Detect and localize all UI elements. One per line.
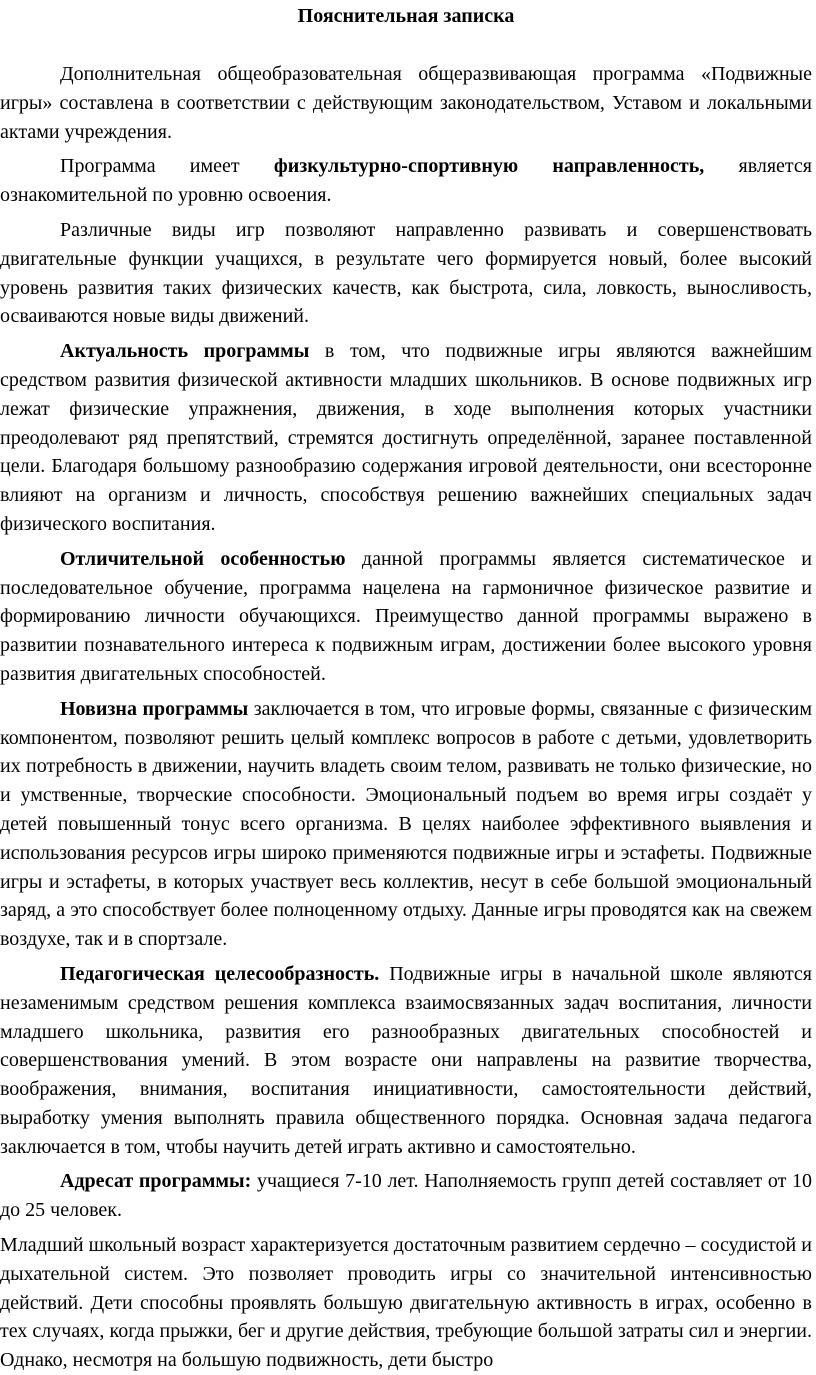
paragraph-relevance-text: в том, что подвижные игры являются важнейшим средством развития физической активности младших школьников. В основе подвижных игр лежат физические упражнения, движения, в ходе выполнения которых участники преодолевают ряд препятствий, стремятся достигнуть определённой, заранее поставленной цели. Благодаря большому разнообразию содержания игровой деятельности, они всесторонне влияют на организм и личность, способствуя решению важнейших специальных задач физического воспитания.	[0, 340, 813, 535]
paragraph-novelty-bold: Новизна программы	[60, 697, 249, 720]
paragraph-distinctive	[0, 545, 812, 689]
paragraph-intro-text: Дополнительная общеобразовательная общеразвивающая программа «Подвижные игры» составлена в соответствии с действующим законодательством, Уставом и локальными актами учреждения.	[0, 63, 812, 143]
paragraph-games-text: Различные виды игр позволяют направленно развивать и совершенствовать двигательные функции учащихся, в результате чего формируется новый, более высокий уровень развития таких физических качеств, как быстрота, сила, ловкость, выносливость, осваиваются новые виды движений.	[0, 218, 812, 328]
paragraph-audience	[0, 1167, 812, 1225]
paragraph-relevance	[0, 337, 812, 539]
paragraph-direction-text: является ознакомительной по уровню освоения.	[0, 155, 812, 207]
paragraph-age-characteristics	[0, 1231, 812, 1375]
paragraph-pedagogical-text: Подвижные игры в начальной школе являются незаменимым средством решения комплекса взаимосвязанных задач воспитания, личности младшего школьника, развития его разнообразных двигательных способностей и совершенствования умений. В этом возрасте они направлены на развитие творчества, воображения, внимания, воспитания инициативности, самостоятельности действий, выработку умения выполнять правила общественного порядка. Основная задача педагога заключается в том, чтобы научить детей играть активно и самостоятельно.	[0, 962, 813, 1158]
paragraph-distinctive-text: данной программы является систематическое и последовательное обучение, программа нацелена на гармоничное физическое развитие и формированию личности обучающихся. Преимущество данной программы выражено в развитии познавательного интереса к подвижным играм, достижении более высокого уровня развития двигательных способностей.	[0, 547, 812, 685]
paragraph-novelty	[0, 695, 812, 954]
paragraph-direction-bold: физкультурно-спортивную направленность,	[273, 155, 705, 178]
paragraph-games	[0, 216, 812, 331]
paragraph-distinctive-bold: Отличительной особенностью	[60, 547, 346, 570]
paragraph-pedagogical-bold: Педагогическая целесообразность.	[60, 962, 380, 985]
paragraph-direction-pre: Программа имеет	[60, 155, 274, 178]
paragraph-audience-bold: Адресат программы:	[60, 1170, 252, 1193]
paragraph-audience-text: учащиеся 7-10 лет. Наполняемость групп детей составляет от 10 до 25 человек.	[0, 1170, 812, 1222]
paragraph-relevance-bold: Актуальность программы	[60, 340, 310, 363]
paragraph-intro	[0, 60, 812, 146]
paragraph-age-characteristics-text: Младший школьный возраст характеризуется достаточным развитием сердечно – сосудистой и дыхательной систем. Это позволяет проводить игры со значительной интенсивностью действий. Дети способны проявлять большую двигательную активность в играх, особенно в тех случаях, когда прыжки, бег и другие действия, требующие большой затраты сил и энергии. Однако, несмотря на большую подвижность, дети быстро	[0, 1234, 812, 1372]
paragraph-novelty-text: заключается в том, что игровые формы, связанные с физическим компонентом, позволяют решить целый комплекс вопросов в работе с детьми, удовлетворить их потребность в движении, научить владеть своим телом, развивать не только физические, но и умственные, творческие способности. Эмоциональный подъем во время игры создаёт у детей повышенный тонус всего организма. В целях наиболее эффективного выявления и использования ресурсов игры широко применяются подвижные игры и эстафеты. Подвижные игры и эстафеты, в которых участвует весь коллектив, несут в себе большой эмоциональный заряд, а это способствует более полноценному отдыху. Данные игры проводятся как на свежем воздухе, так и в спортзале.	[0, 697, 812, 951]
paragraph-pedagogical	[0, 960, 812, 1162]
paragraph-direction	[0, 152, 812, 210]
document-title: Пояснительная записка	[297, 5, 515, 27]
